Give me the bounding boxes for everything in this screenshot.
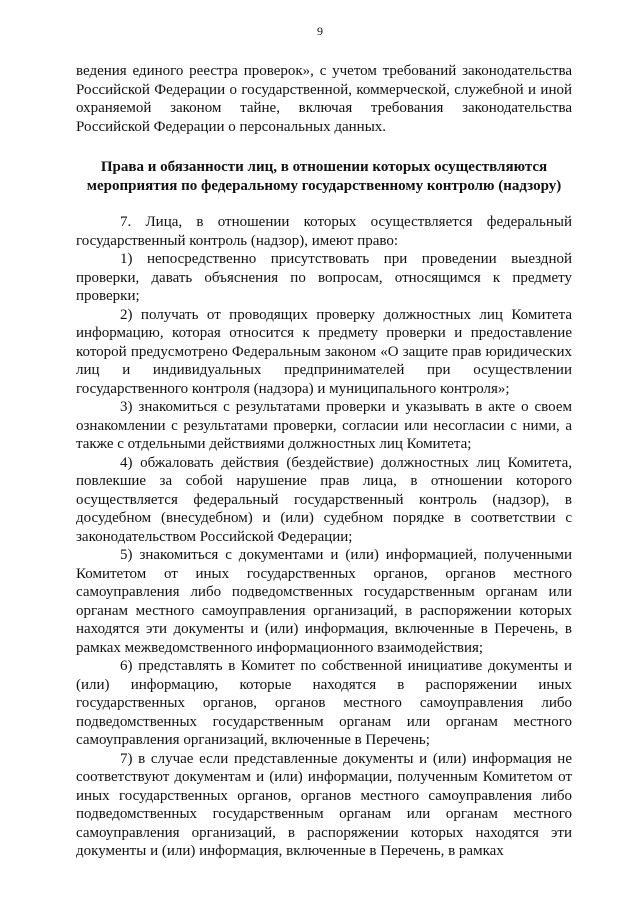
intro-paragraph: ведения единого реестра проверок», с учетом требований законодательства Российской Федерации о государственной, коммерческой, служебной и иной охраняемой законом тайне, включая требования законодательства Российской Федерации о персональных данных. xyxy=(76,63,572,135)
list-item-2: 2) получать от проводящих проверку должностных лиц Комитета информацию, которая относится к предмету проверки и предоставление которой предусмотрено Федеральным законом «О защите прав юридических лиц и индивидуальных предпринимателей при осуществлении государственного контроля (надзора) и муниципального контроля»; xyxy=(76,306,572,397)
list-item-3: 3) знакомиться с результатами проверки и указывать в акте о своем ознакомлении с результатами проверки, согласии или несогласии с ними, а также с отдельными действиями должностных лиц Комитета; xyxy=(76,399,572,452)
list-item-7: 7) в случае если представленные документы и (или) информация не соответствуют документам и (или) информации, полученным Комитетом от иных государственных органов, органов местного самоуправления либо подведомственных государственным органам или органам местного самоуправления организаций, в распоряжении которых находятся эти документы и (или) информация, включенные в Перечень, в рамках xyxy=(76,750,572,859)
section-heading: Права и обязанности лиц, в отношении которых осуществляются мероприятия по федеральному государственному контролю (надзору) xyxy=(86,159,562,194)
list-item-4: 4) обжаловать действия (бездействие) должностных лиц Комитета, повлекшие за собой нарушение прав лица, в отношении которого осуществляется федеральный государственный контроль (надзор), в досудебном (внесудебном) и (или) судебном порядке в соответствии с законодательством Российской Федерации; xyxy=(76,454,572,545)
list-item-6: 6) представлять в Комитет по собственной инициативе документы и (или) информацию, которые находятся в распоряжении иных государственных органов, органов местного самоуправления либо подведомственных государственным органам или органам местного самоуправления организаций, включенные в Перечень; xyxy=(76,658,572,748)
list-item-5: 5) знакомиться с документами и (или) информацией, полученными Комитетом от иных государственных органов, органов местного самоуправления либо подведомственных государственным органам или органам местного самоуправления организаций, в распоряжении которых находятся эти документы и (или) информация, включенные в Перечень, в рамках межведомственного информационного взаимодействия; xyxy=(76,547,572,656)
document-body xyxy=(76,62,572,861)
paragraph-7: 7. Лица, в отношении которых осуществляется федеральный государственный контроль (надзор), имеют право: xyxy=(76,214,572,249)
list-item-1: 1) непосредственно присутствовать при проведении выездной проверки, давать объяснения по вопросам, относящимся к предмету проверки; xyxy=(76,251,572,304)
page-number: 9 xyxy=(317,24,323,38)
